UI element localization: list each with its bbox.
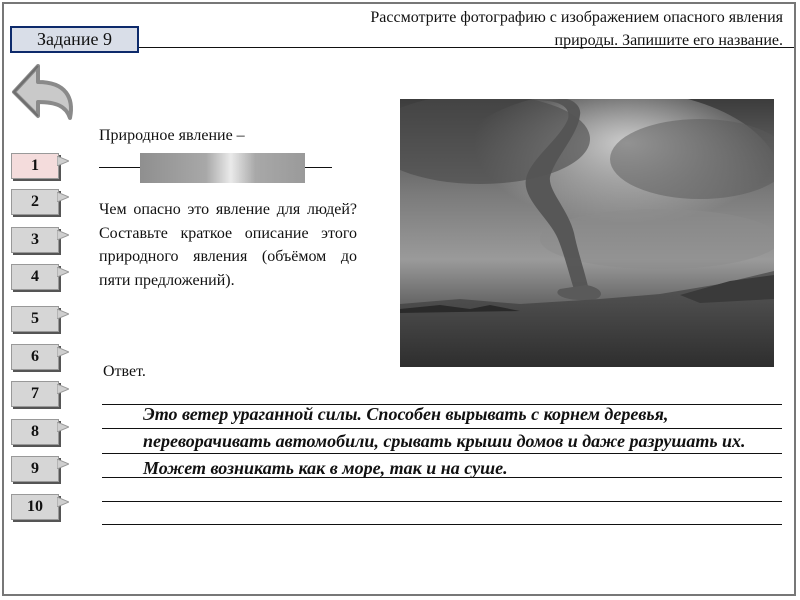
nav-tab-icon (57, 422, 69, 432)
question-text: Чем опасно это явление для людей? Составьте краткое описание этого природного явления (объёмом до пяти предложений). (99, 201, 357, 289)
phenomenon-label: Природное явление – (99, 127, 245, 144)
nav-tab-icon (57, 192, 69, 202)
nav-tab-icon (57, 156, 69, 166)
nav-button-5[interactable]: 5 (11, 306, 59, 332)
nav-button-7[interactable]: 7 (11, 381, 59, 407)
nav-button-6[interactable]: 6 (11, 344, 59, 370)
answer-line (102, 501, 782, 502)
task-instruction: Рассмотрите фотографию с изображением опасного явления природы. Запишите его название. (370, 9, 783, 49)
task-title: Задание 9 (10, 26, 139, 53)
back-arrow-icon[interactable] (8, 62, 78, 124)
nav-button-4[interactable]: 4 (11, 264, 59, 290)
nav-button-10[interactable]: 10 (11, 494, 59, 520)
hidden-answer-bar[interactable] (140, 153, 305, 183)
nav-button-8[interactable]: 8 (11, 419, 59, 445)
nav-button-2[interactable]: 2 (11, 189, 59, 215)
nav-tab-icon (57, 309, 69, 319)
nav-tab-icon (57, 384, 69, 394)
nav-tab-icon (57, 267, 69, 277)
answer-blank-right (304, 167, 332, 168)
nav-button-9[interactable]: 9 (11, 456, 59, 482)
nav-tab-icon (57, 497, 69, 507)
answer-line (102, 524, 782, 525)
answer-text: Это ветер ураганной силы. Способен вырывать с корнем деревья, переворачивать автомобили, срывать крыши домов и даже разрушать их. Может возникать как в море, так и на суше. (143, 404, 746, 478)
nav-tab-icon (57, 459, 69, 469)
answer-label: Ответ. (103, 363, 146, 380)
nav-tab-icon (57, 230, 69, 240)
nav-button-1[interactable]: 1 (11, 153, 59, 179)
nav-button-3[interactable]: 3 (11, 227, 59, 253)
answer-blank-left (99, 167, 141, 168)
nav-tab-icon (57, 347, 69, 357)
tornado-photo (400, 99, 774, 367)
